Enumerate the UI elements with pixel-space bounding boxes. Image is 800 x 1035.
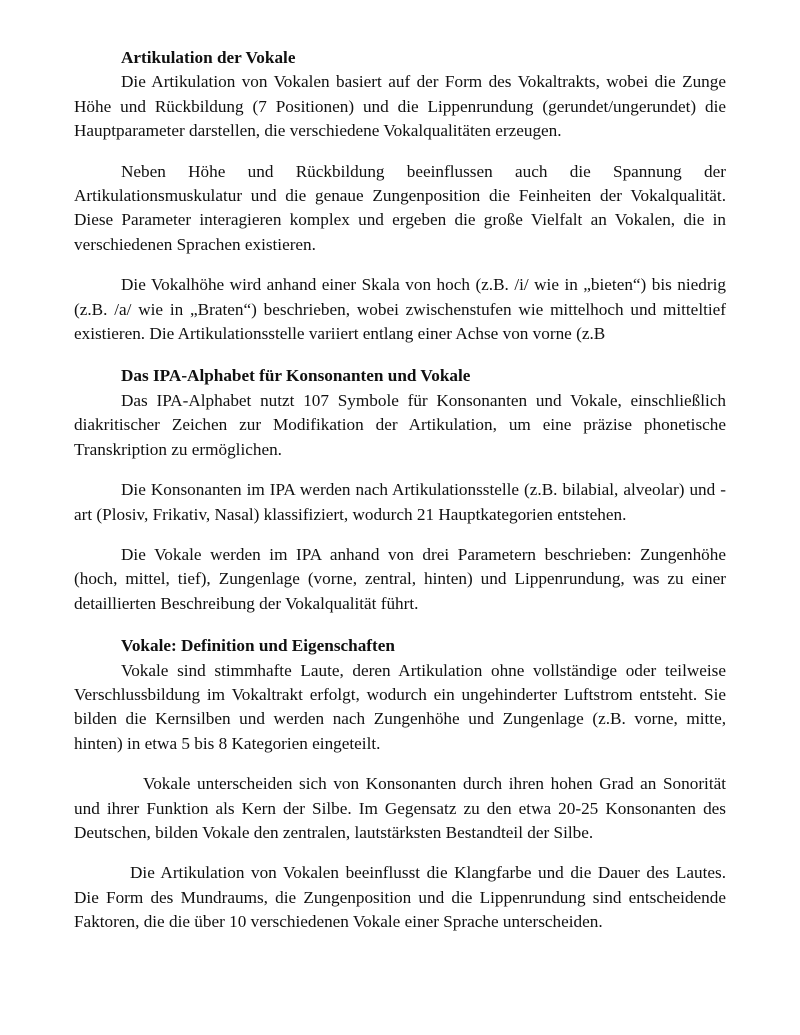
paragraph: Die Artikulation von Vokalen beeinflusst die Klangfarbe und die Dauer des Lautes. Die Form des Mundraums, die Zungenposition und die Lippenrundung sind entscheidende Faktoren, die die über 10 verschiedenen Vokale einer Sprache unterscheiden.: [74, 863, 726, 932]
paragraph: Vokale sind stimmhafte Laute, deren Artikulation ohne vollständige oder teilweise Verschlussbildung im Vokaltrakt erfolgt, wodurch ein ungehinderter Luftstrom entsteht. Sie bilden die Kernsilben und werden nach Zungenhöhe und Zungenlage (z.B. vorne, mitte, hinten) in etwa 5 bis 8 Kategorien eingeteilt.: [74, 660, 726, 753]
paragraph: Das IPA-Alphabet nutzt 107 Symbole für Konsonanten und Vokale, einschließlich diakritischer Zeichen zur Modifikation der Artikulation, um eine präzise phonetische Transkription zu ermöglichen.: [74, 390, 726, 459]
paragraph: Die Konsonanten im IPA werden nach Artikulationsstelle (z.B. bilabial, alveolar) und -art (Plosiv, Frikativ, Nasal) klassifiziert, wodurch 21 Hauptkategorien entstehen.: [74, 480, 726, 524]
document-page: [74, 46, 726, 935]
section-vowel-articulation: [74, 46, 726, 346]
section-heading: Vokale: Definition und Eigenschaften: [121, 636, 395, 656]
section-heading: Artikulation der Vokale: [121, 48, 296, 67]
paragraph: Vokale unterscheiden sich von Konsonanten durch ihren hohen Grad an Sonorität und ihrer Funktion als Kern der Silbe. Im Gegensatz zu den etwa 20-25 Konsonanten des Deutschen, bilden Vokale den zentralen, lautstärksten Bestandteil der Silbe.: [74, 774, 726, 842]
paragraph: Neben Höhe und Rückbildung beeinflussen auch die Spannung der Artikulationsmuskulatur und die genaue Zungenposition die Feinheiten der Vokalqualität. Diese Parameter interagieren komplex und ergeben die große Vielfalt an Vokalen, die in verschiedenen Sprachen existieren.: [74, 161, 726, 254]
section-vowel-definition: [74, 634, 726, 934]
section-ipa-alphabet: [74, 364, 726, 616]
section-heading: Das IPA-Alphabet für Konsonanten und Vokale: [121, 366, 471, 386]
paragraph: Die Vokalhöhe wird anhand einer Skala von hoch (z.B. /i/ wie in „bieten“) bis niedrig (z.B. /a/ wie in „Braten“) beschrieben, wobei zwischenstufen wie mittelhoch und mitteltief existieren. Die Artikulationsstelle variiert entlang einer Achse von vorne (z.B: [74, 275, 726, 344]
paragraph: Die Vokale werden im IPA anhand von drei Parametern beschrieben: Zungenhöhe (hoch, mittel, tief), Zungenlage (vorne, zentral, hinten) und Lippenrundung, was zu einer detaillierten Beschreibung der Vokalqualität führt.: [74, 544, 726, 613]
paragraph: Die Artikulation von Vokalen basiert auf der Form des Vokaltrakts, wobei die Zunge Höhe und Rückbildung (7 Positionen) und die Lippenrundung (gerundet/ungerundet) die Hauptparameter darstellen, die verschiedene Vokalqualitäten erzeugen.: [74, 72, 726, 141]
